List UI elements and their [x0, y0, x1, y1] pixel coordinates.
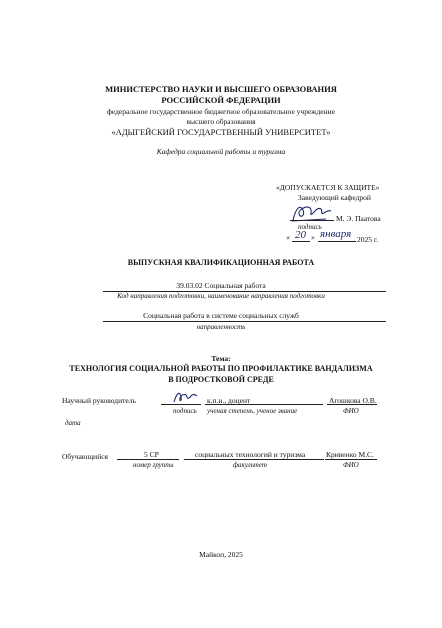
supervisor-degree: к.п.н., доцент [207, 396, 251, 405]
head-title: Заведующий кафедрой [298, 193, 371, 202]
profile: Социальная работа в системе социальных служб [143, 311, 299, 320]
student-name-line [325, 459, 377, 460]
date-open-quote: « [286, 233, 290, 242]
student-name: Кривенко М.С. [326, 450, 374, 459]
ministry-line-1: МИНИСТЕРСТВО НАУКИ И ВЫСШЕГО ОБРАЗОВАНИЯ [105, 84, 337, 94]
city-year: Майкоп, 2025 [199, 550, 243, 559]
student-name-caption: ФИО [343, 461, 359, 469]
date-month-line [318, 241, 356, 242]
head-name: М. Э. Паатова [336, 214, 381, 223]
admitted-label: «ДОПУСКАЕТСЯ К ЗАЩИТЕ» [276, 183, 380, 192]
institution-type-1: федеральное государственное бюджетное образовательное учреждение [107, 107, 335, 116]
supervisor-name-line [327, 404, 377, 405]
supervisor-degree-caption: ученая степень, ученое звание [207, 407, 298, 415]
direction-caption: Код направления подготовки, наименование направления подготовки [117, 292, 325, 300]
date-month: января [320, 228, 352, 240]
date-day: 20 [295, 229, 306, 241]
supervisor-date-caption: дата [65, 419, 81, 427]
profile-caption: направленность [196, 323, 246, 331]
topic-line-1: ТЕХНОЛОГИЯ СОЦИАЛЬНОЙ РАБОТЫ ПО ПРОФИЛАКТИКЕ ВАНДАЛИЗМА [69, 364, 373, 373]
student-label: Обучающийся [62, 452, 108, 461]
student-faculty: социальных технологий и туризма [195, 450, 306, 459]
university-name: «АДЫГЕЙСКИЙ ГОСУДАРСТВЕННЫЙ УНИВЕРСИТЕТ» [111, 127, 331, 137]
date-day-line [292, 241, 310, 242]
topic-line-2: В ПОДРОСТКОВОЙ СРЕДЕ [168, 375, 274, 384]
head-signature-caption: подпись [298, 223, 322, 231]
direction: 39.03.02 Социальная работа [176, 281, 266, 290]
supervisor-signature [172, 389, 198, 405]
supervisor-signature-line [161, 404, 201, 405]
student-faculty-caption: факультет [233, 461, 267, 469]
ministry-line-2: РОССИЙСКОЙ ФЕДЕРАЦИИ [161, 95, 281, 105]
student-group-caption: номер группы [133, 461, 174, 469]
student-group-line [117, 459, 179, 460]
supervisor-label: Научный руководитель [62, 396, 136, 405]
work-type: ВЫПУСКНАЯ КВАЛИФИКАЦИОННАЯ РАБОТА [127, 258, 315, 267]
head-signature-line [290, 220, 334, 221]
profile-line [103, 321, 386, 322]
supervisor-name: Агошкова О.В. [329, 396, 377, 405]
student-group: 5 СР [144, 450, 159, 459]
supervisor-degree-line [205, 404, 323, 405]
supervisor-name-caption: ФИО [343, 407, 359, 415]
supervisor-sig-caption: подпись [173, 407, 197, 415]
institution-type-2: высшего образования [186, 117, 256, 126]
date-year: 2025 г. [357, 235, 378, 244]
topic-label: Тема: [211, 354, 231, 363]
date-close-quote: » [311, 233, 315, 242]
department-name: Кафедра социальной работы и туризма [156, 147, 286, 156]
student-faculty-line [184, 459, 324, 460]
